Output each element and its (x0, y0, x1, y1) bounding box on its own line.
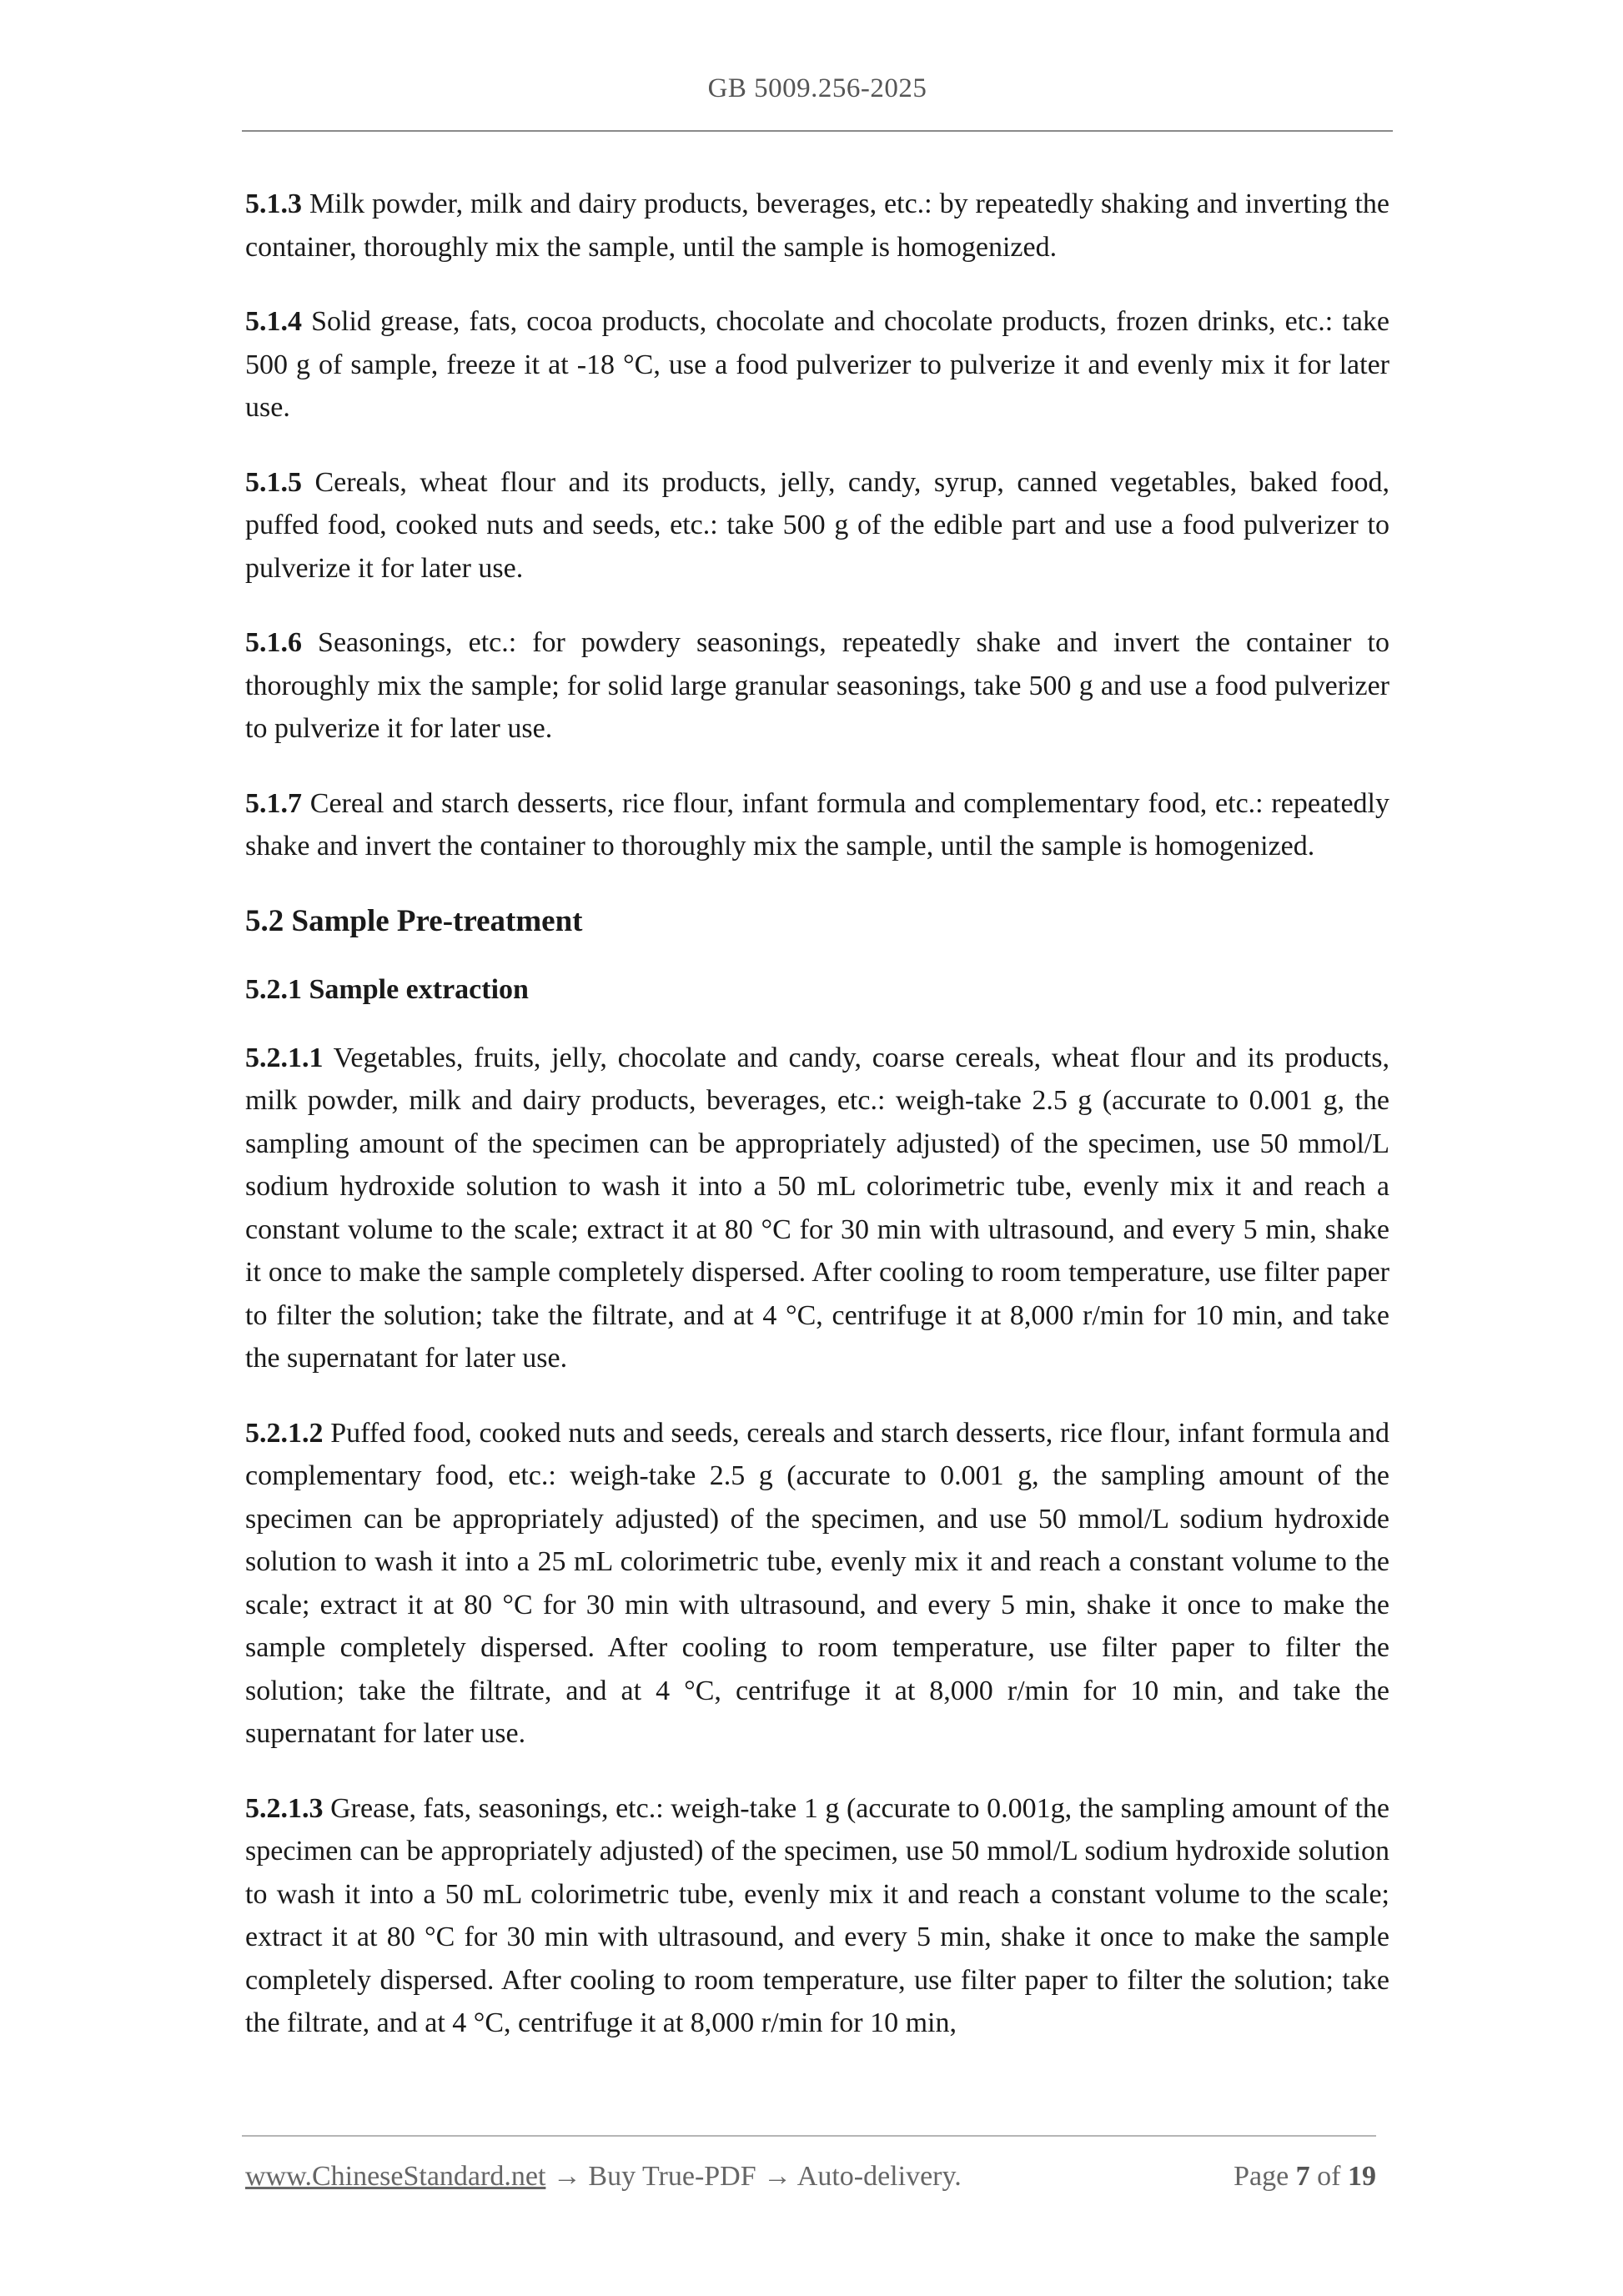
clause-text: Grease, fats, seasonings, etc.: weigh-take 1 g (accurate to 0.001g, the sampling amount of the specimen can be appropriately adjusted) of the specimen, use 50 mmol/L sodium hydroxide solution to wash it into a 50 mL colorimetric tube, evenly mix it and reach a constant volume to the scale; extract it at 80 °C for 30 min with ultrasound, and every 5 min, shake it once to make the sample completely dispersed. After cooling to room temperature, use filter paper to filter the solution; take the filtrate, and at 4 °C, centrifuge it at 8,000 r/min for 10 min, (245, 1792, 1389, 2038)
total-pages-number: 19 (1348, 2161, 1376, 2192)
clause-number: 5.1.6 (245, 627, 302, 658)
subsection-heading-5-2-1: 5.2.1 Sample extraction (245, 973, 529, 1005)
auto-delivery-text: Auto-delivery. (796, 2161, 962, 2192)
clause-5-2-1-1 (245, 1037, 1389, 1380)
clause-5-1-6 (245, 621, 1389, 751)
clause-5-1-3 (245, 183, 1389, 269)
clause-number: 5.1.4 (245, 306, 302, 337)
clause-5-2-1-3 (245, 1787, 1389, 2045)
clause-text: Puffed food, cooked nuts and seeds, cereals and starch desserts, rice flour, infant formula and complementary food, etc.: weigh-take 2.5 g (accurate to 0.001 g, the sampling amount of the specimen can be appropriately adjusted) of the specimen, and use 50 mmol/L sodium hydroxide solution to wash it into a 25 mL colorimetric tube, evenly mix it and reach a constant volume to the scale; extract it at 80 °C for 30 min with ultrasound, and every 5 min, shake it once to make the sample completely dispersed. After cooling to room temperature, use filter paper to filter the solution; take the filtrate, and at 4 °C, centrifuge it at 8,000 r/min for 10 min, and take the supernatant for later use. (245, 1417, 1389, 1749)
website-link[interactable]: www.ChineseStandard.net (245, 2161, 546, 2192)
clause-number: 5.1.5 (245, 466, 302, 498)
footer-divider (242, 2135, 1376, 2137)
clause-text: Vegetables, fruits, jelly, chocolate and candy, coarse cereals, wheat flour and its products, milk powder, milk and dairy products, beverages, etc.: weigh-take 2.5 g (accurate to 0.001 g, the sampling amount of the specimen can be appropriately adjusted) of the specimen, use 50 mmol/L sodium hydroxide solution to wash it into a 50 mL colorimetric tube, evenly mix it and reach a constant volume to the scale; extract it at 80 °C for 30 min with ultrasound, and every 5 min, shake it once to make the sample completely dispersed. After cooling to room temperature, use filter paper to filter the solution; take the filtrate, and at 4 °C, centrifuge it at 8,000 r/min for 10 min, and take the supernatant for later use. (245, 1042, 1389, 1374)
header-divider (242, 130, 1393, 132)
clause-number: 5.1.7 (245, 787, 302, 819)
current-page-number: 7 (1295, 2161, 1310, 2192)
clause-text: Seasonings, etc.: for powdery seasonings, repeatedly shake and invert the container to thoroughly mix the sample; for solid large granular seasonings, take 500 g and use a food pulverizer to pulverize it for later use. (245, 627, 1389, 744)
page-label: Page (1234, 2161, 1296, 2192)
clause-5-1-7 (245, 782, 1389, 868)
clause-text: Solid grease, fats, cocoa products, chocolate and chocolate products, frozen drinks, etc.: take 500 g of sample, freeze it at -18 °C, use a food pulverizer to pulverize it and evenly mix it for later use. (245, 306, 1389, 423)
clause-5-1-4 (245, 300, 1389, 430)
clause-number: 5.2.1.1 (245, 1042, 324, 1073)
clause-text: Cereals, wheat flour and its products, jelly, candy, syrup, canned vegetables, baked food, puffed food, cooked nuts and seeds, etc.: take 500 g of the edible part and use a food pulverizer to pulverize it for later use. (245, 466, 1389, 584)
clause-text: Milk powder, milk and dairy products, beverages, etc.: by repeatedly shaking and inverting the container, thoroughly mix the sample, until the sample is homogenized. (245, 188, 1389, 263)
clause-number: 5.1.3 (245, 188, 302, 219)
arrow-right-icon: → (756, 2161, 797, 2192)
page-indicator (1234, 2156, 1376, 2198)
section-heading-5-2: 5.2 Sample Pre-treatment (245, 903, 583, 938)
arrow-right-icon: → (545, 2161, 589, 2192)
clause-number: 5.2.1.3 (245, 1792, 324, 1824)
clause-number: 5.2.1.2 (245, 1417, 324, 1449)
footer-promo (245, 2156, 962, 2198)
clause-5-2-1-2 (245, 1412, 1389, 1756)
of-label: of (1309, 2161, 1348, 2192)
clause-text: Cereal and starch desserts, rice flour, infant formula and complementary food, etc.: repeatedly shake and invert the container to thoroughly mix the sample, until the sample is homogenized. (245, 787, 1389, 862)
document-body (245, 183, 1389, 2077)
clause-5-1-5 (245, 461, 1389, 590)
buy-pdf-text: Buy True-PDF (588, 2161, 756, 2192)
page-header: GB 5009.256-2025 (707, 73, 927, 103)
